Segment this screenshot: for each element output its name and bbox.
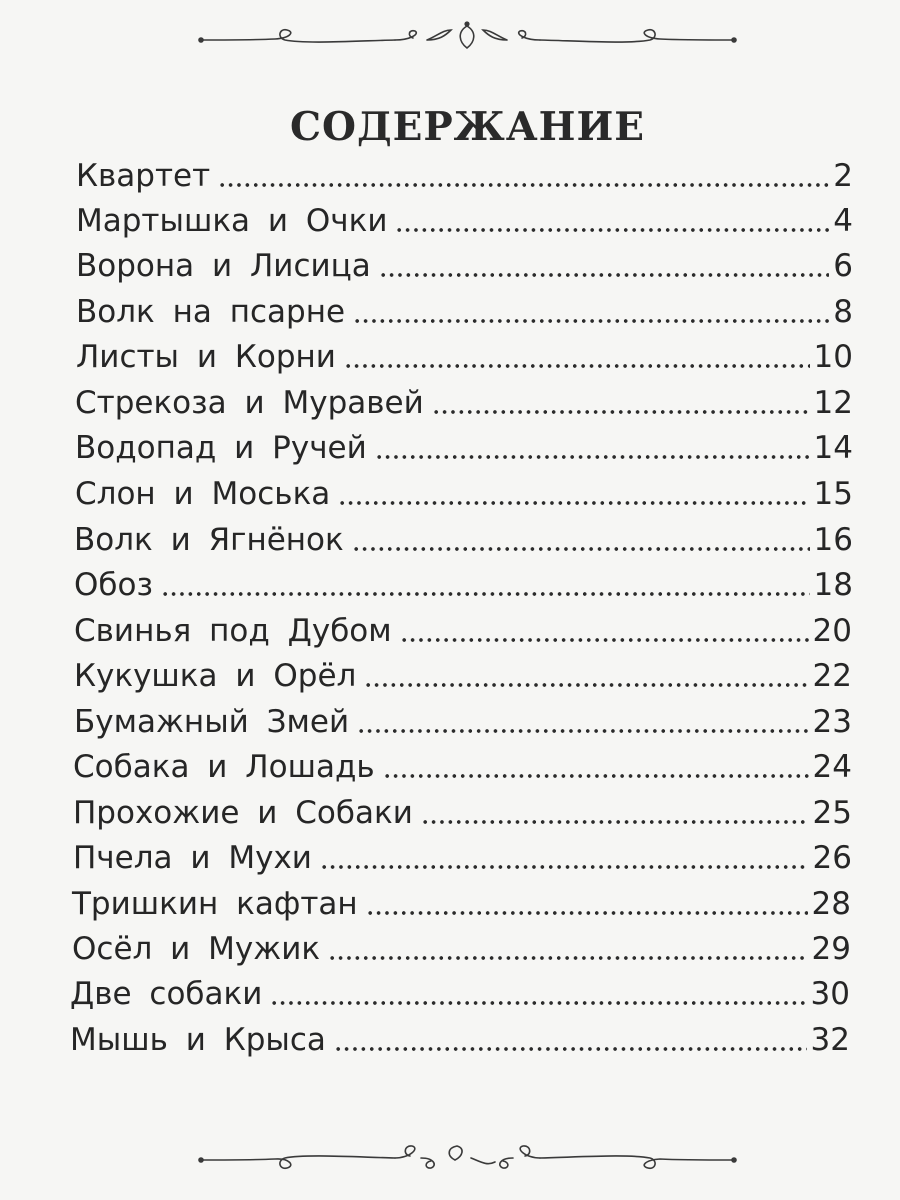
toc-entry-page: 16 <box>813 522 853 558</box>
toc-dot-leader <box>432 409 810 415</box>
toc-entry-title: Листы и Корни <box>76 339 336 375</box>
toc-entry-title: Стрекоза и Муравей <box>75 385 424 421</box>
toc-dot-leader <box>400 637 809 643</box>
toc-entry[interactable] <box>74 561 853 605</box>
toc-dot-leader <box>364 682 808 688</box>
toc-entry-page: 12 <box>813 385 853 421</box>
toc-entry-title: Свинья под Дубом <box>74 613 392 649</box>
toc-entry-title: Пчела и Мухи <box>73 840 312 876</box>
toc-entry[interactable] <box>74 652 852 696</box>
toc-entry-page: 23 <box>812 704 852 740</box>
toc-entry-title: Мартышка и Очки <box>76 203 388 239</box>
toc-entry[interactable] <box>73 789 852 833</box>
toc-entry-title: Обоз <box>74 567 153 603</box>
toc-entry-page: 18 <box>813 567 853 603</box>
page-title: СОДЕРЖАНИЕ <box>289 104 646 150</box>
toc-entry-title: Квартет <box>76 158 211 194</box>
toc-dot-leader <box>218 182 829 188</box>
toc-entry[interactable] <box>73 834 852 878</box>
toc-entry[interactable] <box>76 242 853 286</box>
toc-dot-leader <box>161 591 810 597</box>
toc-entry-title: Слон и Моська <box>75 476 331 512</box>
toc-entry-page: 28 <box>811 886 851 922</box>
toc-entry-page: 30 <box>810 976 850 1012</box>
toc-entry-page: 8 <box>833 294 853 330</box>
toc-entry[interactable] <box>75 379 853 423</box>
toc-dot-leader <box>353 318 829 324</box>
toc-entry-page: 24 <box>812 749 852 785</box>
toc-entry-title: Осёл и Мужик <box>72 931 321 967</box>
toc-dot-leader <box>320 864 809 870</box>
toc-entry[interactable] <box>74 607 852 651</box>
toc-dot-leader <box>366 910 808 916</box>
toc-entry-page: 25 <box>812 795 852 831</box>
toc-entry[interactable] <box>76 197 853 241</box>
toc-entry[interactable] <box>74 698 852 742</box>
toc-dot-leader <box>375 454 810 460</box>
toc-entry-title: Кукушка и Орёл <box>74 658 357 694</box>
toc-entry[interactable] <box>70 1016 850 1060</box>
toc-entry[interactable] <box>76 152 853 196</box>
toc-entry-title: Бумажный Змей <box>74 704 350 740</box>
toc-entry[interactable] <box>74 516 853 560</box>
toc-entry[interactable] <box>76 333 853 377</box>
toc-entry-title: Тришкин кафтан <box>72 886 358 922</box>
toc-dot-leader <box>383 773 809 779</box>
toc-entry-title: Ворона и Лисица <box>76 248 371 284</box>
top-floral-divider-icon <box>195 18 740 58</box>
toc-entry-title: Волк и Ягнёнок <box>74 522 344 558</box>
toc-dot-leader <box>328 955 807 961</box>
toc-entry-page: 10 <box>813 339 853 375</box>
toc-dot-leader <box>352 546 810 552</box>
toc-dot-leader <box>344 363 810 369</box>
toc-entry[interactable] <box>75 470 853 514</box>
toc-entry-page: 29 <box>811 931 851 967</box>
toc-entry[interactable] <box>73 743 852 787</box>
toc-entry-title: Волк на псарне <box>76 294 346 330</box>
bottom-floral-divider-icon <box>195 1138 740 1178</box>
toc-entry-page: 22 <box>812 658 852 694</box>
toc-entry[interactable] <box>75 424 853 468</box>
toc-entry-page: 14 <box>813 430 853 466</box>
toc-dot-leader <box>357 728 808 734</box>
toc-entry[interactable] <box>76 288 853 332</box>
toc-dot-leader <box>421 819 809 825</box>
toc-dot-leader <box>338 500 809 506</box>
toc-entry-title: Мышь и Крыса <box>70 1022 326 1058</box>
toc-entry-page: 26 <box>812 840 852 876</box>
toc-entry-title: Водопад и Ручей <box>75 430 367 466</box>
toc-entry-page: 32 <box>810 1022 850 1058</box>
toc-entry-page: 6 <box>833 248 853 284</box>
toc-entry-title: Прохожие и Собаки <box>73 795 413 831</box>
toc-entry-title: Две собаки <box>70 976 263 1012</box>
toc-dot-leader <box>334 1046 807 1052</box>
toc-entry[interactable] <box>70 970 850 1014</box>
toc-entry[interactable] <box>72 880 851 924</box>
toc-entry-title: Собака и Лошадь <box>73 749 375 785</box>
toc-entry-page: 20 <box>812 613 852 649</box>
toc-entry-page: 4 <box>833 203 853 239</box>
toc-dot-leader <box>379 272 830 278</box>
toc-entry[interactable] <box>72 925 851 969</box>
toc-entry-page: 2 <box>833 158 853 194</box>
toc-dot-leader <box>270 1000 806 1006</box>
toc-entry-page: 15 <box>813 476 853 512</box>
toc-dot-leader <box>395 227 829 233</box>
